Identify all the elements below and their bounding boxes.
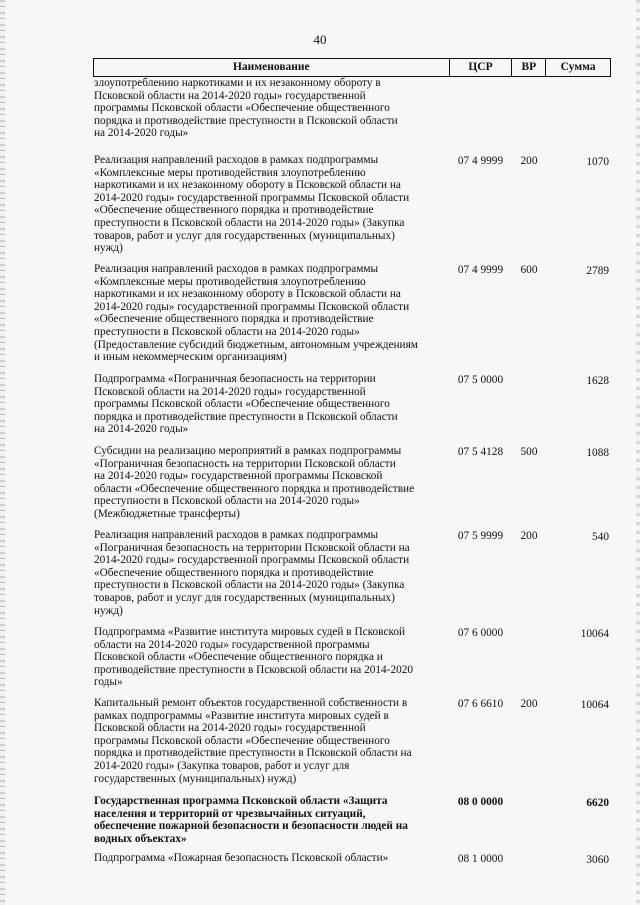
table-row xyxy=(93,373,611,445)
cell-code: 07 6 6610 xyxy=(457,698,504,710)
name-line: водных объектах» xyxy=(94,832,187,845)
name-line: Реализация направлений расходов в рамках подпрограммы xyxy=(94,263,379,275)
header-sum: Сумма xyxy=(545,59,610,76)
name-line: 2014-2020 годы» государственной программы Псковской области xyxy=(94,554,410,567)
name-line: противодействие преступности в Псковской области на 2014-2020 xyxy=(94,663,414,676)
cell-vr xyxy=(512,852,546,853)
cell-code: 07 4 9999 xyxy=(457,264,504,276)
name-line: Подпрограмма «Развитие института мировых судей в Псковской xyxy=(94,626,406,638)
scan-edge-left xyxy=(0,0,5,905)
table-header xyxy=(93,58,611,77)
page-number: 40 xyxy=(313,32,327,47)
table-row xyxy=(93,263,611,373)
name-line: Псковской области на 2014-2020 годы» государственной xyxy=(94,89,366,102)
name-line: 2014-2020 годы» (Закупка товаров, работ и услуг для xyxy=(94,759,350,772)
name-line: Подпрограмма «Пограничная безопасность на территории xyxy=(94,373,376,385)
name-line: населения и территорий от чрезвычайных ситуаций, xyxy=(94,807,366,820)
name-line: наркотиками и их незаконному обороту в Псковской области на xyxy=(94,179,401,192)
table-row xyxy=(93,697,611,795)
name-line: годы» xyxy=(94,676,123,689)
budget-table xyxy=(93,58,611,867)
name-line: Псковской области «Обеспечение общественного порядка и xyxy=(94,651,383,664)
cell-name xyxy=(93,697,449,785)
cell-sum xyxy=(546,77,611,79)
header-vr: ВР xyxy=(511,59,545,76)
name-line: нужд) xyxy=(94,604,123,617)
cell-code: 07 5 4128 xyxy=(457,446,504,458)
name-line: преступности в Псковской области на 2014-2020 годы» xyxy=(94,325,360,338)
cell-code: 07 5 9999 xyxy=(457,530,504,542)
name-line: «Обеспечение общественного порядка и противодействие xyxy=(94,204,374,217)
name-line: 2014-2020 годы» государственной программы Псковской области xyxy=(94,191,410,204)
name-line: «Комплексные меры противодействия злоупотреблению xyxy=(94,275,366,288)
cell-sum: 10064 xyxy=(580,699,609,711)
name-line: на 2014-2020 годы» xyxy=(94,127,189,140)
name-line: преступности в Псковской области на 2014-2020 годы» (Закупка xyxy=(94,216,405,229)
name-line: 2014-2020 годы» государственной программы Псковской области xyxy=(94,300,410,313)
cell-name xyxy=(93,852,449,865)
name-line: рамках подпрограммы «Развитие института мировых судей в xyxy=(94,709,389,722)
name-line: на 2014-2020 годы» xyxy=(94,423,189,436)
name-line: на 2014-2020 годы» государственной программы Псковской xyxy=(94,470,383,483)
name-line: (Предоставление субсидий бюджетным, автономным учреждениям xyxy=(94,338,418,351)
cell-name xyxy=(93,529,449,617)
cell-sum: 1088 xyxy=(586,447,609,459)
name-line: «Обеспечение общественного порядка и противодействие xyxy=(94,313,374,326)
name-line: области «Обеспечение общественного порядка и противодействие xyxy=(94,482,415,495)
cell-vr xyxy=(512,77,546,78)
table-body xyxy=(93,77,611,867)
name-line: Государственная программа Псковской области «Защита xyxy=(94,795,388,807)
name-line: Капитальный ремонт объектов государственной собственности в xyxy=(94,697,408,709)
cell-sum: 540 xyxy=(592,531,609,543)
cell-vr xyxy=(512,626,546,627)
name-line: преступности в Псковской области на 2014-2020 годы» (Закупка xyxy=(94,579,405,592)
name-line: «Пограничная безопасность на территории Псковской области xyxy=(94,457,396,470)
name-line: «Комплексные меры противодействия злоупотреблению xyxy=(94,166,366,179)
header-csr: ЦСР xyxy=(449,59,512,76)
table-row xyxy=(93,77,611,154)
cell-code: 08 1 0000 xyxy=(457,853,504,865)
name-line: Реализация направлений расходов в рамках подпрограммы xyxy=(94,529,379,541)
name-line: «Пограничная безопасность на территории Псковской области на xyxy=(94,541,410,554)
cell-vr xyxy=(512,795,546,796)
scan-edge-right xyxy=(636,0,640,905)
name-line: нужд) xyxy=(94,242,123,255)
name-line: Подпрограмма «Пожарная безопасность Псковской области» xyxy=(94,852,389,864)
cell-code: 07 6 0000 xyxy=(457,627,504,639)
cell-name xyxy=(93,154,449,255)
table-row xyxy=(93,626,611,697)
name-line: товаров, работ и услуг для государственных (муниципальных) xyxy=(94,229,395,242)
cell-code: 07 5 0000 xyxy=(457,374,504,386)
name-line: (Межбюджетные трансферты) xyxy=(94,507,240,520)
cell-name xyxy=(93,795,449,845)
cell-sum: 6620 xyxy=(586,797,609,809)
name-line: программы Псковской области «Обеспечение общественного xyxy=(94,102,390,115)
cell-sum: 10064 xyxy=(580,628,609,640)
name-line: порядка и противодействие преступности в Псковской области xyxy=(94,410,398,423)
name-line: порядка и противодействие преступности в Псковской области на xyxy=(94,747,412,760)
name-line: государственных (муниципальных) нужд) xyxy=(94,772,297,785)
name-line: обеспечение пожарной безопасности и безопасности людей на xyxy=(94,820,408,833)
table-row xyxy=(93,795,611,852)
cell-vr: 200 xyxy=(520,155,538,167)
name-line: товаров, работ и услуг для государственных (муниципальных) xyxy=(94,591,395,604)
name-line: программы Псковской области «Обеспечение общественного xyxy=(94,734,390,747)
cell-vr: 200 xyxy=(520,530,538,542)
cell-sum: 1070 xyxy=(586,156,609,168)
cell-vr: 200 xyxy=(520,698,538,710)
table-row xyxy=(93,852,611,867)
table-row xyxy=(93,529,611,626)
name-line: злоупотреблению наркотиками и их незаконному обороту в xyxy=(94,77,381,89)
cell-code xyxy=(449,77,512,78)
name-line: Псковской области на 2014-2020 годы» государственной xyxy=(94,722,366,735)
cell-vr: 500 xyxy=(520,446,538,458)
cell-name xyxy=(93,373,449,436)
name-line: наркотиками и их незаконному обороту в Псковской области на xyxy=(94,288,401,301)
name-line: области на 2014-2020 годы» государственной программы xyxy=(94,638,370,651)
cell-vr: 600 xyxy=(520,264,538,276)
cell-code: 07 4 9999 xyxy=(457,155,504,167)
cell-name xyxy=(93,626,449,689)
name-line: Субсидии на реализацию мероприятий в рамках подпрограммы xyxy=(94,445,402,457)
table-row xyxy=(93,154,611,263)
cell-code: 08 0 0000 xyxy=(457,796,504,808)
name-line: Псковской области на 2014-2020 годы» государственной xyxy=(94,385,366,398)
table-row xyxy=(93,445,611,529)
cell-sum: 1628 xyxy=(586,375,609,387)
cell-name xyxy=(93,263,449,364)
name-line: преступности в Псковской области на 2014-2020 годы» xyxy=(94,495,360,508)
name-line: программы Псковской области «Обеспечение общественного xyxy=(94,398,390,411)
header-name: Наименование xyxy=(232,61,310,73)
cell-sum: 2789 xyxy=(586,265,609,277)
name-line: и иным некоммерческим организациям) xyxy=(94,351,287,364)
cell-name xyxy=(93,445,449,521)
name-line: Реализация направлений расходов в рамках подпрограммы xyxy=(94,154,379,166)
cell-name xyxy=(93,77,449,140)
cell-sum: 3060 xyxy=(586,854,609,866)
cell-vr xyxy=(512,373,546,374)
name-line: «Обеспечение общественного порядка и противодействие xyxy=(94,566,374,579)
name-line: порядка и противодействие преступности в Псковской области xyxy=(94,114,398,127)
